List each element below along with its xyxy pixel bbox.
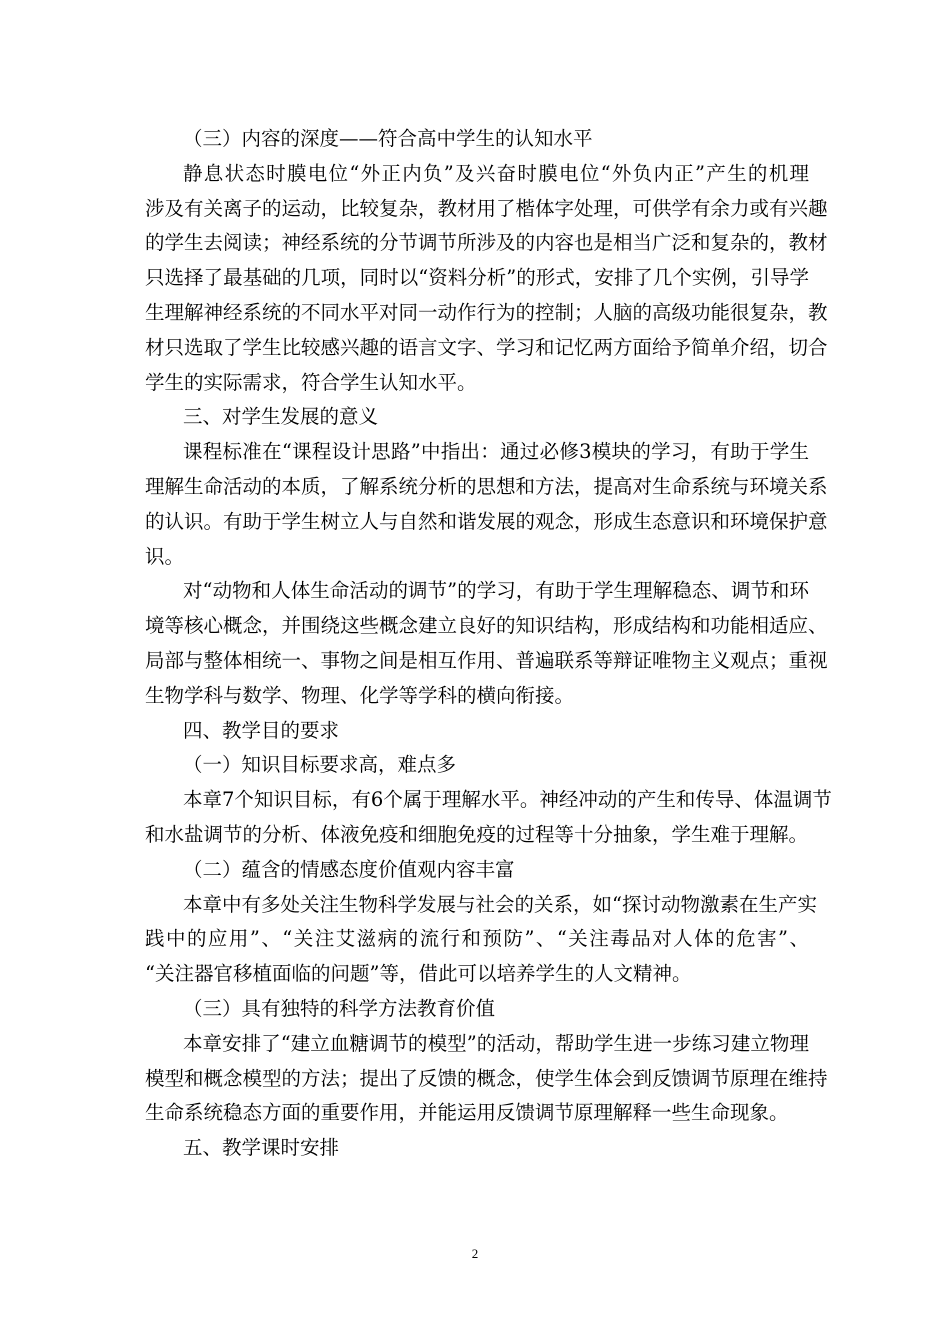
paragraph-line: 识。 (145, 544, 185, 568)
document-body (145, 122, 832, 1166)
paragraph-line: 材只选取了学生比较感兴趣的语言文字、学习和记忆两方面给予简单介绍，切合 (145, 335, 828, 359)
paragraph-line: 局部与整体相统一、事物之间是相互作用、普遍联系等辩证唯物主义观点；重视 (145, 648, 828, 672)
paragraph-line: 本章安排了“建立血糖调节的模型”的活动，帮助学生进一步练习建立物理 (183, 1031, 809, 1055)
paragraph-line: 理解生命活动的本质，了解系统分析的思想和方法，提高对生命系统与环境关系 (145, 474, 828, 498)
paragraph-line: 涉及有关离子的运动，比较复杂，教材用了楷体字处理，可供学有余力或有兴趣 (145, 196, 828, 220)
paragraph-line: 的认识。有助于学生树立人与自然和谐发展的观念，形成生态意识和环境保护意 (145, 509, 828, 533)
paragraph-line: 模型和概念模型的方法；提出了反馈的概念，使学生体会到反馈调节原理在维持 (145, 1066, 828, 1090)
paragraph-line: 的学生去阅读；神经系统的分节调节所涉及的内容也是相当广泛和复杂的，教材 (145, 231, 828, 255)
paragraph-line: 对“动物和人体生命活动的调节”的学习，有助于学生理解稳态、调节和环 (183, 579, 809, 603)
paragraph-line: 课程标准在“课程设计思路”中指出：通过必修3模块的学习，有助于学生 (183, 440, 809, 464)
subsection-heading: （三）具有独特的科学方法教育价值 (183, 996, 496, 1020)
paragraph-line: 学生的实际需求，符合学生认知水平。 (145, 370, 477, 394)
paragraph-line: 本章7个知识目标，有6个属于理解水平。神经冲动的产生和传导、体温调节 (183, 788, 832, 812)
section-heading: 三、对学生发展的意义 (183, 405, 379, 429)
section-heading: 五、教学课时安排 (183, 1136, 340, 1160)
paragraph-line: 生物学科与数学、物理、化学等学科的横向衔接。 (145, 683, 575, 707)
paragraph-line: 生命系统稳态方面的重要作用，并能运用反馈调节原理解释一些生命现象。 (145, 1101, 789, 1125)
subsection-heading: （一）知识目标要求高，难点多 (183, 753, 457, 777)
paragraph-line: 只选择了最基础的几项，同时以“资料分析”的形式，安排了几个实例，引导学 (145, 266, 809, 290)
subsection-heading: （三）内容的深度——符合高中学生的认知水平 (183, 127, 593, 150)
subsection-heading: （二）蕴含的情感态度价值观内容丰富 (183, 857, 515, 881)
paragraph-line: 境等核心概念，并围绕这些概念建立良好的知识结构，形成结构和功能相适应、 (145, 614, 828, 638)
section-heading: 四、教学目的要求 (183, 718, 340, 742)
paragraph-line: 生理解神经系统的不同水平对同一动作行为的控制；人脑的高级功能很复杂，教 (145, 300, 828, 324)
paragraph-line: 和水盐调节的分析、体液免疫和细胞免疫的过程等十分抽象，学生难于理解。 (145, 822, 809, 846)
paragraph-line: 本章中有多处关注生物科学发展与社会的关系，如“探讨动物激素在生产实 (183, 892, 817, 916)
paragraph-line: “关注器官移植面临的问题”等，借此可以培养学生的人文精神。 (145, 962, 692, 986)
paragraph-line: 静息状态时膜电位“外正内负”及兴奋时膜电位“外负内正”产生的机理 (183, 161, 809, 185)
paragraph-line: 践中的应用”、“关注艾滋病的流行和预防”、“关注毒品对人体的危害”、 (145, 927, 809, 951)
page-number: 2 (471, 1246, 479, 1261)
